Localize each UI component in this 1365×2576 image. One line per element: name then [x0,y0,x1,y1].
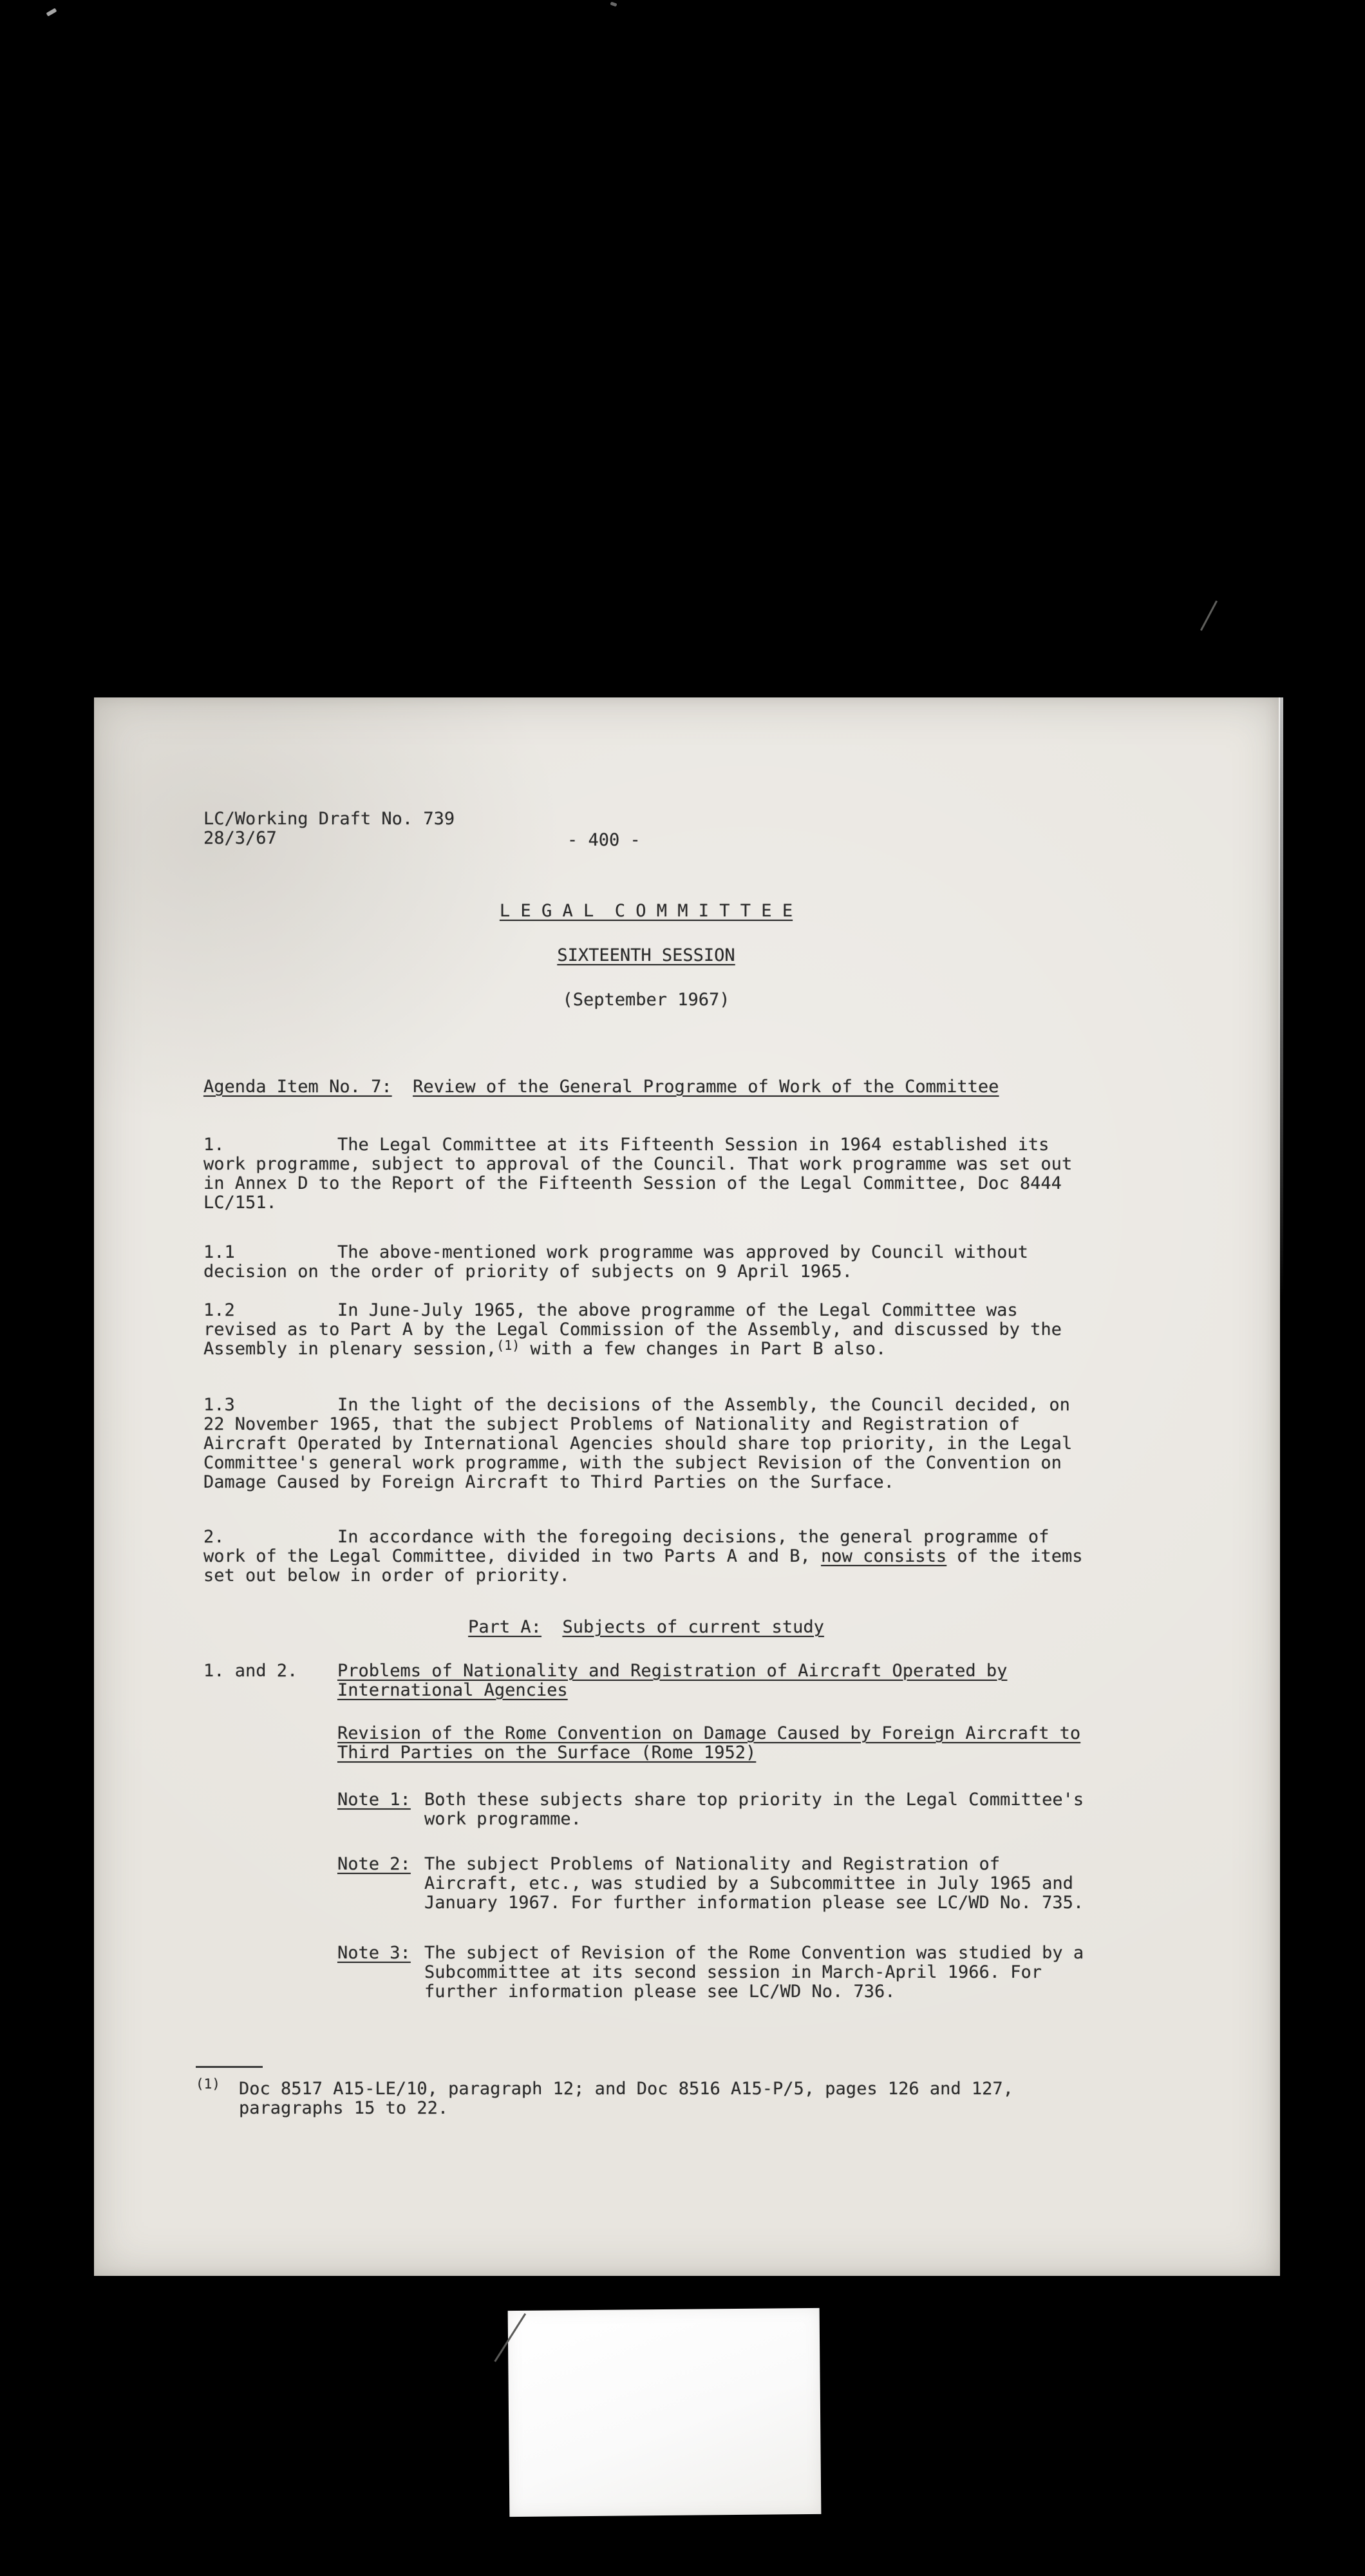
note-label: Note 1: [337,1790,411,1810]
part-a-heading [203,1618,1089,1637]
session-title-row [203,946,1089,965]
part-a-items [203,1662,1089,1763]
note-label: Note 3: [337,1943,411,1963]
paragraph-number: 1.3 [203,1395,235,1415]
part-a-label: Part A: [468,1617,541,1637]
item-list [337,1662,1089,1763]
note-2 [337,1855,1089,1913]
agenda-item-line [203,1077,1089,1097]
doc-reference: LC/Working Draft No. 739 [203,809,455,829]
paragraph-text: of the items set out below in order of priority. [203,1546,1083,1586]
note-3 [337,1944,1089,2002]
paragraph-1-3 [203,1396,1089,1492]
paragraph-1-1 [203,1243,1089,1282]
paragraph-number: 1.1 [203,1242,235,1262]
index-card [508,2308,822,2517]
note-text: The subject Problems of Nationality and Registration of Aircraft, etc., was studied by a Subcommittee in July 1965 and January 1967. For further information please see LC/WD No. 735. [424,1854,1084,1913]
title-block [203,902,1089,1010]
scan-speck [610,1,617,6]
committee-title: L E G A L C O M M I T T E E [499,901,793,921]
paragraph-2 [203,1528,1089,1586]
paragraph-text: In June-July 1965, the above programme of the Legal Committee was revised as to Part A by the Legal Commission of the Assembly, and discussed by the Assembly in plenary session, [203,1300,1062,1359]
part-a-title: Subjects of current study [562,1617,824,1637]
note-1 [337,1790,1089,1829]
footnote-marker: (1) [196,2076,220,2092]
card-corner-mark [494,2313,526,2362]
scan-speck [46,8,57,16]
document-content [196,809,1089,2118]
paragraph-number: 2. [203,1527,225,1547]
paragraph-text: with a few changes in Part B also. [520,1339,887,1359]
paragraph-text: In the light of the decisions of the Assembly, the Council decided, on 22 November 1965, that the subject Problems of Nationality and Registration of Aircraft Operated by International Agencies should share top priority, in the Legal Committee's general work programme, with the subject Revision of the Convention on Damage Caused by Foreign Aircraft to Third Parties on the Surface. [203,1395,1073,1492]
session-date: (September 1967) [562,990,730,1010]
committee-title-row [203,902,1089,921]
note-label: Note 2: [337,1854,411,1874]
page-number: - 400 - [567,830,641,850]
note-text: The subject of Revision of the Rome Convention was studied by a Subcommittee at its second session in March-April 1966. For further information please see LC/WD No. 736. [424,1943,1084,2002]
paragraph-text: The Legal Committee at its Fifteenth Session in 1964 established its work programme, subject to approval of the Council. That work programme was set out in Annex D to the Report of the Fifteenth Session of the Legal Committee, Doc 8444 LC/151. [203,1135,1073,1213]
emphasized-phrase: now consists [821,1546,947,1566]
document-page [94,697,1280,2276]
item-subject-1: Problems of Nationality and Registration of Aircraft Operated by International Agencies [337,1661,1008,1700]
paragraph-1 [203,1135,1089,1213]
footnote [196,2076,1089,2118]
paragraph-text: In accordance with the foregoing decisions, the general programme of work of the Legal Committee, divided in two Parts A and B, [203,1527,1050,1566]
session-title: SIXTEENTH SESSION [557,945,735,965]
document-header [203,810,1089,848]
agenda-item-text: Review of the General Programme of Work of the Committee [413,1077,999,1097]
note-text: Both these subjects share top priority in the Legal Committee's work programme. [424,1790,1084,1829]
paragraph-number: 1.2 [203,1300,235,1320]
paragraph-1-2 [203,1301,1089,1359]
header-second-line [203,829,1089,848]
footnote-separator [196,2066,263,2068]
agenda-item-label: Agenda Item No. 7: [203,1077,392,1097]
scan-scratch [1200,600,1218,630]
item-number: 1. and 2. [203,1661,298,1681]
footnote-reference: (1) [496,1338,520,1353]
paragraph-text: The above-mentioned work programme was approved by Council without decision on the order of priority of subjects on 9 April 1965. [203,1242,1028,1282]
session-date-row [203,990,1089,1010]
doc-date: 28/3/67 [203,828,277,848]
footnote-text: Doc 8517 A15-LE/10, paragraph 12; and Doc 8516 A15-P/5, pages 126 and 127, paragraphs 15 to 22. [239,2079,1013,2118]
item-subject-2: Revision of the Rome Convention on Damage Caused by Foreign Aircraft to Third Parties on the Surface (Rome 1952) [337,1723,1081,1763]
paragraph-number: 1. [203,1135,225,1155]
